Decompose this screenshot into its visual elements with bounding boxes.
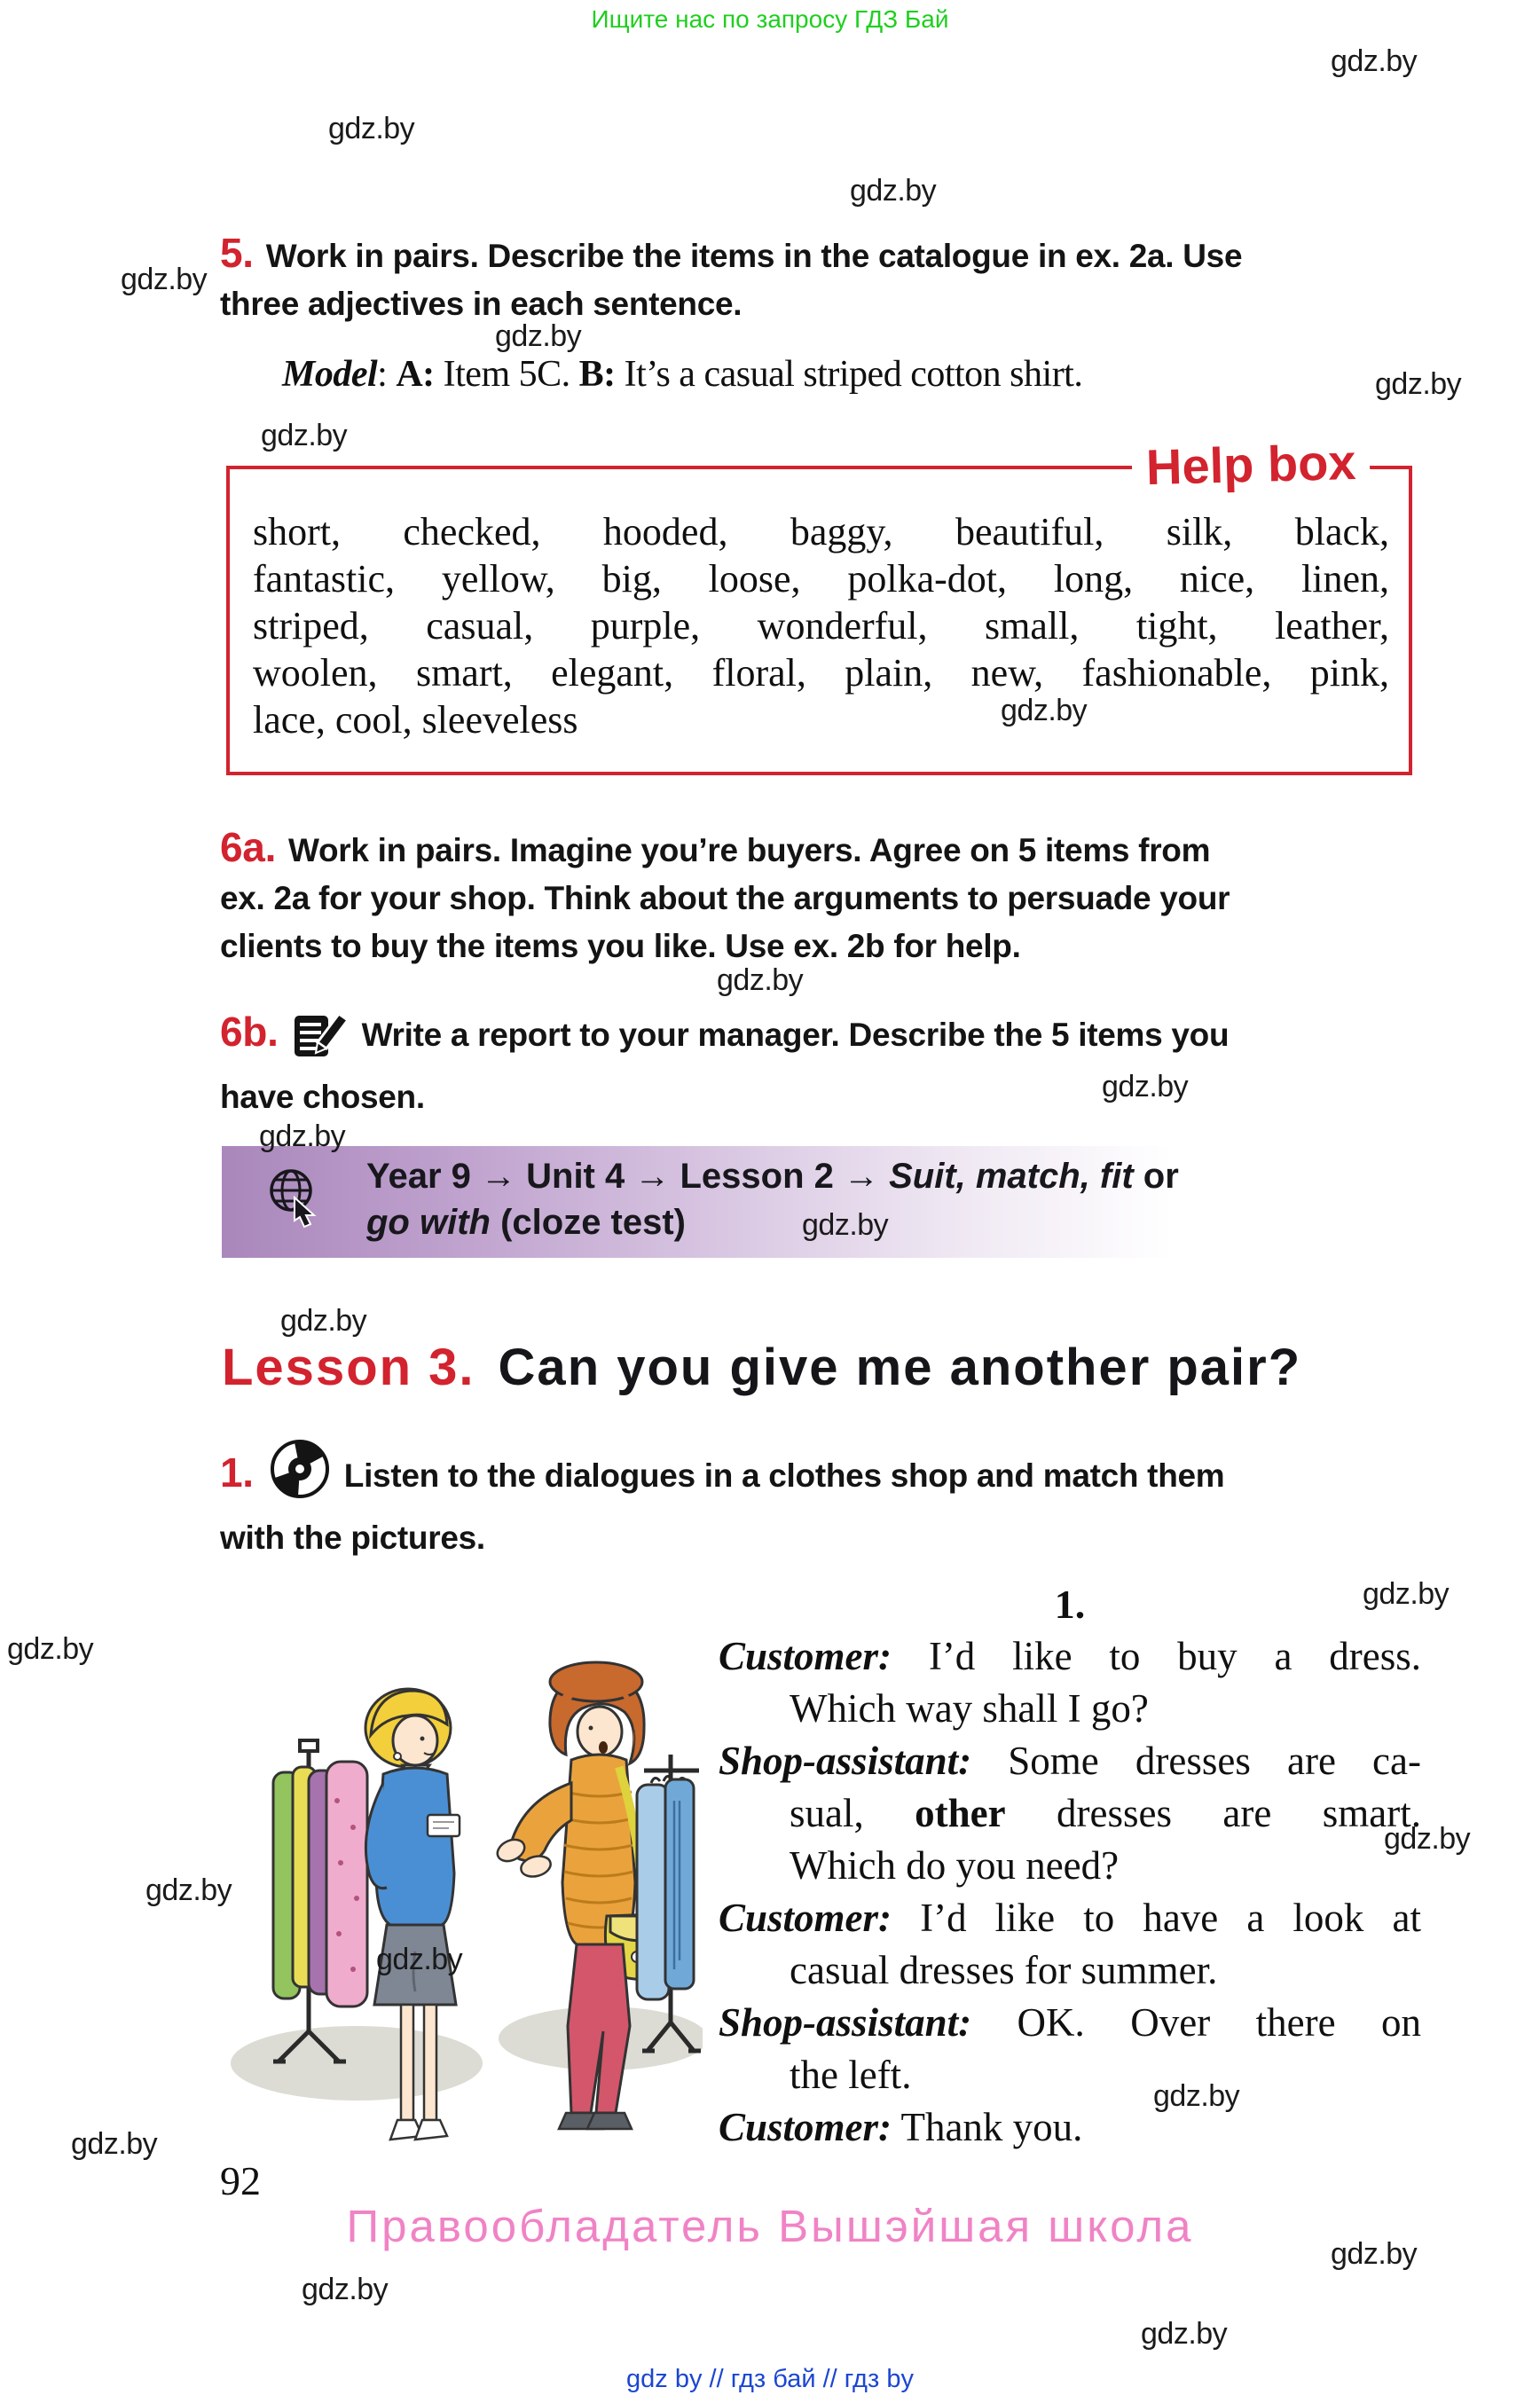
exercise-6a-number: 6a. xyxy=(220,824,277,870)
exercise-6b-line xyxy=(220,1008,1229,1073)
exercise-6a-line: clients to buy the items you like. Use ex. 2b for help. xyxy=(220,928,1021,964)
watermark: gdz.by xyxy=(1153,2079,1240,2113)
model-line: Model: A: Item 5C. B: It’s a casual striped cotton shirt. xyxy=(282,354,1083,395)
dialogue-line: Customer: I’d like to buy a dress. xyxy=(719,1634,1421,1678)
help-box-line: striped, casual, purple, wonderful, small, tight, leather, xyxy=(253,604,1389,648)
exercise-6b-line: have chosen. xyxy=(220,1079,425,1115)
dialogue-line: Customer: Thank you. xyxy=(719,2105,1083,2149)
exercise-6b-text: Write a report to your manager. Describe the 5 items you xyxy=(361,1017,1230,1053)
globe-icon xyxy=(266,1167,323,1234)
resource-banner-line: go with (cloze test) xyxy=(366,1203,687,1242)
shop-illustration xyxy=(224,1650,703,2169)
help-box-line: short, checked, hooded, baggy, beautiful, silk, black, xyxy=(253,510,1389,554)
exercise-1-number: 1. xyxy=(220,1449,254,1496)
watermark: gdz.by xyxy=(1384,1822,1471,1856)
dialogue-line: sual, other dresses are smart. xyxy=(790,1791,1421,1835)
watermark: gdz.by xyxy=(1001,694,1088,727)
watermark: gdz.by xyxy=(71,2127,158,2161)
watermark: gdz.by xyxy=(1331,44,1418,78)
cd-icon xyxy=(268,1437,332,1514)
exercise-1-line xyxy=(220,1437,1224,1514)
watermark: gdz.by xyxy=(1102,1070,1189,1103)
exercise-5-text: Work in pairs. Describe the items in the catalogue in ex. 2a. Use xyxy=(265,238,1243,274)
watermark: gdz.by xyxy=(495,319,582,353)
watermark: gdz.by xyxy=(259,1119,346,1153)
help-box-line: fantastic, yellow, big, loose, polka-dot, long, nice, linen, xyxy=(253,557,1389,601)
exercise-5-number: 5. xyxy=(220,230,254,276)
watermark: gdz.by xyxy=(261,419,348,452)
watermark: gdz.by xyxy=(121,263,208,296)
page-number: 92 xyxy=(220,2158,261,2203)
help-box-body xyxy=(253,508,1389,743)
exercise-6a-text: Work in pairs. Imagine you’re buyers. Agree on 5 items from xyxy=(288,832,1211,868)
watermark: gdz.by xyxy=(850,174,937,208)
watermark: gdz.by xyxy=(802,1208,889,1242)
watermark: gdz.by xyxy=(1375,367,1462,401)
resource-banner-text xyxy=(366,1153,1179,1245)
dialogue-line: Which do you need? xyxy=(790,1843,1120,1888)
watermark: gdz.by xyxy=(145,1873,232,1907)
help-box-line: lace, cool, sleeveless xyxy=(253,698,578,742)
exercise-5-line xyxy=(220,229,1242,280)
footer-links[interactable]: gdz by // гдз бай // гдз by xyxy=(626,2365,914,2393)
watermark: gdz.by xyxy=(1363,1577,1450,1611)
dialogue-line: Which way shall I go? xyxy=(790,1686,1149,1731)
watermark: gdz.by xyxy=(280,1304,367,1338)
dialogue-line: Shop-assistant: OK. Over there on xyxy=(719,2000,1421,2045)
dialogue-lines xyxy=(719,1630,1421,2154)
dialogue-line: Shop-assistant: Some dresses are ca- xyxy=(719,1739,1421,1783)
resource-banner-line: Year 9 → Unit 4 → Lesson 2 → Suit, match, fit or xyxy=(366,1157,1179,1196)
dialogue-number: 1. xyxy=(1054,1582,1086,1627)
exercise-6a-line: ex. 2a for your shop. Think about the arguments to persuade your xyxy=(220,880,1230,916)
exercise-6a-line xyxy=(220,823,1230,875)
exercise-6a xyxy=(220,823,1230,970)
watermark: gdz.by xyxy=(1331,2237,1418,2271)
exercise-6b-number: 6b. xyxy=(220,1009,279,1055)
lesson-heading xyxy=(222,1338,1301,1397)
exercise-6b xyxy=(220,1008,1229,1121)
exercise-1-text: Listen to the dialogues in a clothes shop and match them xyxy=(343,1457,1225,1494)
help-box-title: Help box xyxy=(1131,432,1371,496)
watermark: gdz.by xyxy=(328,112,415,145)
dialogue-line: Customer: I’d like to have a look at xyxy=(719,1896,1421,1940)
exercise-5 xyxy=(220,229,1242,328)
exercise-1-line: with the pictures. xyxy=(220,1520,485,1556)
exercise-5-line: three adjectives in each sentence. xyxy=(220,286,742,322)
watermark: gdz.by xyxy=(7,1632,94,1666)
dialogue-line: casual dresses for summer. xyxy=(790,1948,1218,1992)
watermark: gdz.by xyxy=(302,2273,389,2306)
lesson-label: Lesson 3. xyxy=(222,1339,475,1396)
lesson-title: Can you give me another pair? xyxy=(498,1339,1302,1396)
watermark: gdz.by xyxy=(1141,2317,1228,2351)
writing-icon xyxy=(293,1009,350,1073)
top-promo-text: Ищите нас по запросу ГДЗ Бай xyxy=(591,5,949,33)
copyright-text: Правообладатель Вышэйшая школа xyxy=(346,2201,1194,2251)
help-box-line: woolen, smart, elegant, floral, plain, new, fashionable, pink, xyxy=(253,651,1389,695)
exercise-1 xyxy=(220,1437,1224,1562)
watermark: gdz.by xyxy=(376,1943,463,1976)
dialogue-line: the left. xyxy=(790,2053,912,2097)
watermark: gdz.by xyxy=(717,963,804,997)
